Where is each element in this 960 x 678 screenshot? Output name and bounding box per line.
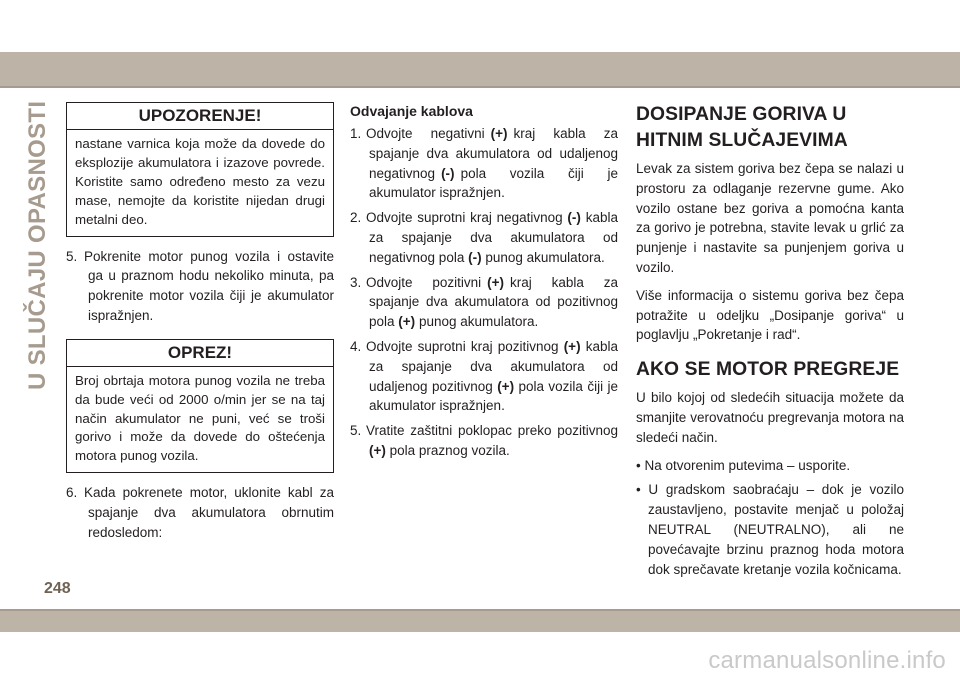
watermark: carmanualsonline.info	[708, 647, 946, 674]
step-text: kraj kabla za spajanje dva akumulatora od pozitivnog pola	[369, 274, 618, 330]
warning-title: UPOZORENJE!	[67, 103, 333, 130]
fuel-paragraph: Levak za sistem goriva bez čepa se nalazi u prostoru za odlaganje rezervne gume. Ako vozilo ostane bez goriva a pomoćna kanta za gorivo je potrebna, stavite levak u grlić za punjenje i nastavite sa punjenjem goriva u vozilo.	[636, 161, 904, 275]
polarity: (+)	[369, 442, 386, 458]
polarity: (-)	[567, 210, 581, 226]
step-number: 1.	[350, 126, 362, 141]
step-text: kabla za spajanje dva akumulatora od udaljenog pozitivnog	[369, 338, 618, 394]
bullet-item: • Na otvorenim putevima – usporite.	[636, 457, 851, 473]
step-number: 5.	[350, 423, 362, 439]
step-text: punog akumulatora.	[485, 249, 605, 265]
step-number: 2.	[350, 210, 362, 226]
step-text: pola vozila čiji je akumulator ispražnjen.	[369, 378, 618, 414]
polarity: (+)	[490, 126, 508, 141]
column-left	[66, 102, 334, 548]
warning-box	[66, 102, 334, 237]
step-number: 3.	[350, 274, 362, 290]
step-5-start-engine	[66, 247, 334, 326]
column-middle	[350, 102, 618, 466]
caution-text: Broj obrtaja motora punog vozila ne treba da bude veći od 2000 o/min jer se na taj način akumulator ne puni, već se troši gorivo i može da dovede do oštećenja motora punog vozila.	[75, 372, 325, 464]
polarity: (+)	[487, 274, 505, 290]
fuel-heading: DOSIPANJE GORIVA U HITNIM SLUČAJEVIMA	[636, 104, 848, 151]
page-number: 248	[44, 580, 71, 597]
removal-step	[350, 273, 618, 332]
removal-step	[350, 124, 618, 203]
step-text: Vratite zaštitni poklopac preko pozitivnog	[366, 423, 618, 439]
polarity: (-)	[441, 165, 455, 181]
overheat-heading: AKO SE MOTOR PREGREJE	[636, 359, 900, 381]
step-text: pola vozila čiji je akumulator ispražnjen.	[369, 165, 618, 201]
step-text: punog akumulatora.	[418, 314, 539, 330]
removal-step	[350, 337, 618, 416]
cable-removal-heading: Odvajanje kablova	[350, 103, 473, 119]
overheat-paragraph: U bilo kojoj od sledećih situacija možete da smanjite verovatnoću pregrevanja motora na sledeći način.	[636, 390, 904, 445]
top-rule	[0, 86, 960, 88]
step-text: Pokrenite motor punog vozila i ostavite ga u praznom hodu nekoliko minuta, pa pokrenite motor vozila čiji je akumulator ispražnjen.	[84, 248, 334, 323]
step-text: Odvojte suprotni kraj pozitivnog	[366, 338, 559, 354]
polarity: (+)	[563, 338, 581, 354]
caution-box	[66, 339, 334, 474]
step-text: Odvojte pozitivni	[366, 274, 482, 290]
step-number: 6.	[66, 485, 78, 501]
step-6-remove-cable	[66, 483, 334, 542]
step-text: kabla za spajanje dva akumulatora od negativnog pola	[369, 210, 618, 265]
removal-step	[350, 421, 618, 461]
step-text: Kada pokrenete motor, uklonite kabl za spajanje dva akumulatora obrnutim redosledom:	[84, 485, 334, 540]
fuel-reference-paragraph: Više informacija o sistemu goriva bez čepa potražite u odeljku „Dosipanje goriva“ u poglavlju „Pokretanje i rad“.	[636, 287, 904, 343]
top-band	[0, 52, 960, 86]
bottom-band	[0, 611, 960, 632]
step-text: kraj kabla za spajanje dva akumulatora od udaljenog negativnog	[369, 126, 618, 181]
removal-step	[350, 208, 618, 267]
bullet-item: • U gradskom saobraćaju – dok je vozilo zaustavljeno, postavite menjač u položaj NEUTRAL (NEUTRALNO), ali ne povećavajte brzinu praznog hoda motora dok sprečavate kretanje vozila kočnicama.	[636, 482, 904, 577]
polarity: (+)	[398, 314, 416, 330]
step-number: 5.	[66, 248, 78, 264]
column-right	[636, 102, 904, 584]
step-text: Odvojte suprotni kraj negativnog	[366, 210, 563, 226]
warning-text: nastane varnica koja može da dovede do eksplozije akumulatora i izazove povrede. Koristite samo određeno mesto za vezu mase, nemojte da koristite nijedan drugi metalni deo.	[75, 136, 325, 227]
step-number: 4.	[350, 338, 362, 354]
polarity: (+)	[497, 378, 515, 394]
step-text: pola praznog vozila.	[389, 442, 510, 458]
step-text: Odvojte negativni	[366, 126, 485, 141]
section-side-title: U SLUČAJU OPASNOSTI	[24, 100, 51, 390]
polarity: (-)	[468, 249, 482, 265]
caution-title: OPREZ!	[67, 340, 333, 367]
